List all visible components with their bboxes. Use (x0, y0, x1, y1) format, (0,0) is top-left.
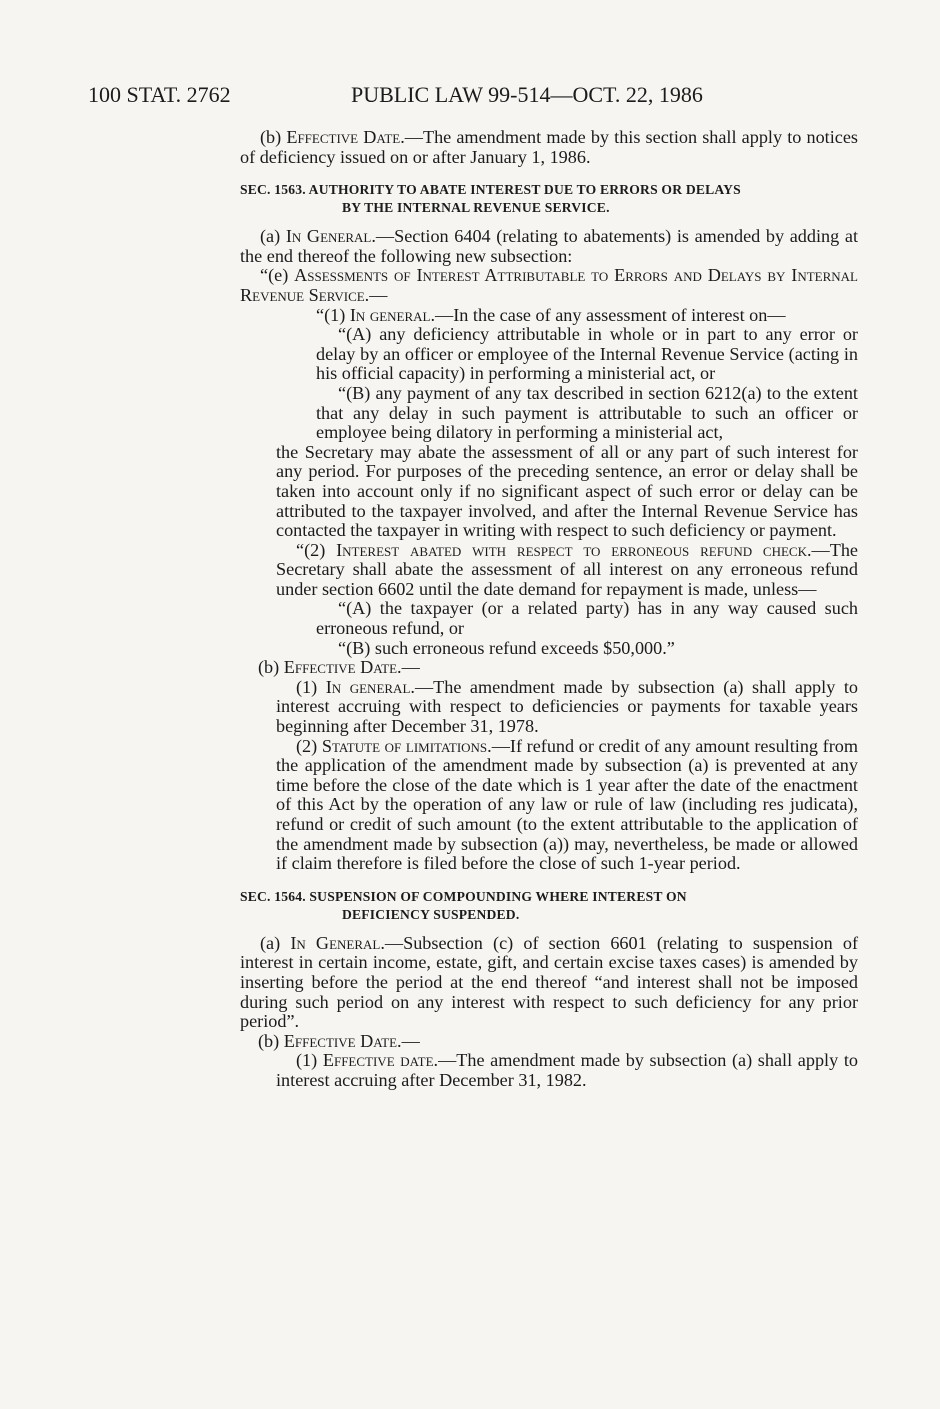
subsection-b-1563: (b) Effective Date.— (258, 657, 420, 678)
law-title: PUBLIC LAW 99-514—OCT. 22, 1986 (351, 82, 703, 107)
paragraph-e1-tail: the Secretary may abate the assessment of all or any part of such interest for any period. For purposes of the preceding sentence, an error or delay shall be taken into account only if no significant aspect of such error or delay can be attributed to the taxpayer involved, and after the Internal Revenue Service has contacted the taxpayer in writing with respect to such deficiency or payment. (276, 441, 858, 541)
subsection-a-1564: (a) In General.—Subsection (c) of section 6601 (relating to suspension of interest in certain income, estate, gift, and certain excise taxes cases) is amended by inserting before the period at the end thereof “and interest shall not be imposed during such period on any interest with respect to such deficiency for any prior period”. (240, 932, 859, 1032)
paragraph-b2: (2) Statute of limitations.—If refund or credit of any amount resulting from the application of the amendment made by subsection (a) is prevented at any time before the close of the date which is 1 year after the date of the enactment of this Act by the operation of any law or rule of law (including res judicata), refund or credit of such amount (to the extent attributable to the application of the amendment made by subsection (a)) may, nevertheless, be made or allowed if claim therefore is filed before the close of such 1-year period. (276, 735, 858, 874)
subsection-a-1563: (a) In General.—Section 6404 (relating to abatements) is amended by adding at the end thereof the following new subsection: (240, 226, 859, 266)
document-body (240, 128, 858, 1091)
paragraph-b1: (1) In general.—The amendment made by subsection (a) shall apply to interest accruing with respect to deficiencies or payments for taxable years beginning after December 31, 1978. (276, 676, 858, 737)
paragraph-e1: “(1) In general.—In the case of any assessment of interest on— (316, 304, 786, 325)
paragraph-e2: “(2) Interest abated with respect to erroneous refund check.—The Secretary shall abate the assessment of all interest on any erroneous refund under section 6602 until the date demand for repayment is made, unless— (276, 539, 858, 599)
section-heading-1564: SEC. 1564. SUSPENSION OF COMPOUNDING WHERE INTEREST ON DEFICIENCY SUSPENDED. (240, 888, 687, 922)
subsection-b-1564: (b) Effective Date.— (258, 1030, 420, 1051)
effective-date-paragraph: (b) Effective Date.—The amendment made by this section shall apply to notices of deficiency issued on or after January 1, 1986. (240, 127, 858, 167)
page-header (88, 82, 858, 112)
paragraph-1564-b1: (1) Effective date.—The amendment made by subsection (a) shall apply to interest accruing after December 31, 1982. (276, 1050, 858, 1090)
clause-e2A: “(A) the taxpayer (or a related party) has in any way caused such erroneous refund, or (316, 598, 858, 639)
clause-e1A: “(A) any deficiency attributable in whole or in part to any error or delay by an officer or employee of the Internal Revenue Service (acting in his official capacity) in performing a ministerial act, or (316, 324, 858, 384)
section-heading-1563: SEC. 1563. AUTHORITY TO ABATE INTEREST DUE TO ERRORS OR DELAYS BY THE INTERNAL REVENUE SERVICE. (240, 182, 741, 216)
clause-e2B: “(B) such erroneous refund exceeds $50,000.” (338, 637, 675, 658)
page-citation: 100 STAT. 2762 (88, 82, 231, 107)
clause-e1B: “(B) any payment of any tax described in section 6212(a) to the extent that any delay in such payment is attributable to such an officer or employee being dilatory in performing a ministerial act, (316, 382, 858, 443)
subsection-e-heading: “(e) Assessments of Interest Attributable to Errors and Delays by Internal Revenue Service.— (240, 265, 858, 305)
